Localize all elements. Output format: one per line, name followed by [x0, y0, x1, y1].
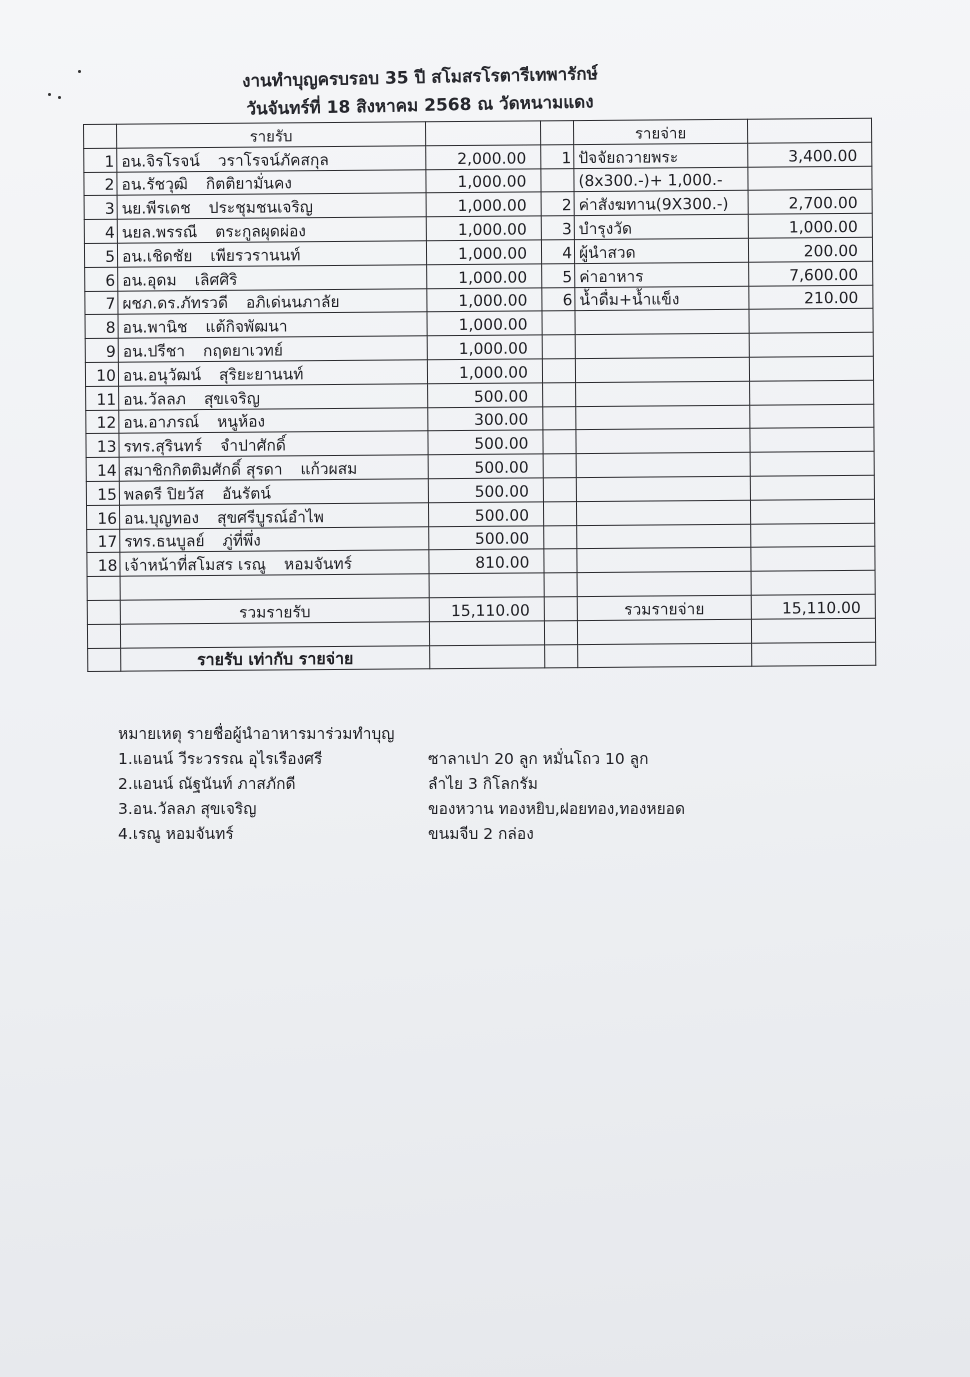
list-item	[118, 797, 818, 822]
expense-amount: 1,000.00	[748, 213, 872, 238]
note-food: ซาลาเปา 20 ลูก หมั่นโถว 10 ลูก	[428, 750, 649, 768]
income-amount: 500.00	[428, 454, 543, 479]
income-row-number: 8	[85, 315, 118, 339]
income-row-number: 9	[85, 338, 118, 362]
expense-item: ผู้นำสวด	[574, 238, 748, 263]
income-donor-cell	[117, 217, 426, 243]
income-donor-cell	[119, 455, 428, 481]
note-contributor: 3.อน.วัลลภ สุขเจริญ	[118, 800, 257, 818]
income-total-label: รวมรายรับ	[120, 598, 429, 624]
income-donor-name: รทร.ธนบูลย์	[124, 532, 205, 552]
income-row-number: 4	[84, 219, 117, 243]
income-donor-cell	[119, 479, 428, 505]
expense-heading: รายจ่าย	[573, 119, 747, 144]
income-donor-cell	[117, 241, 426, 267]
expense-item: ปัจจัยถวายพระ	[574, 143, 748, 168]
note-contributor: 2.แอนน์ ณัฐนันท์ ภาสภักดี	[118, 775, 296, 793]
expense-item: น้ำดื่ม+น้ำแข็ง	[575, 286, 749, 311]
empty-cell	[577, 619, 751, 644]
income-amount: 2,000.00	[426, 145, 541, 170]
expense-row-number: 6	[542, 287, 575, 311]
income-donor-surname: ประชุมชนเจริญ	[208, 198, 314, 218]
income-row-number: 16	[86, 505, 119, 529]
income-donor-name: อน.พานิช	[122, 318, 188, 337]
expense-row-number: 2	[541, 192, 574, 216]
notes-section	[118, 722, 818, 847]
empty-cell	[120, 574, 429, 600]
income-donor-surname: สุริยะยานนท์	[218, 365, 304, 384]
header-blank	[425, 121, 540, 146]
income-donor-surname: เลิศศิริ	[194, 270, 238, 289]
expense-amount: 7,600.00	[749, 261, 873, 286]
empty-cell	[575, 310, 749, 335]
expense-row-number: 5	[542, 263, 575, 287]
list-item	[118, 822, 818, 847]
ledger-table	[83, 118, 875, 673]
income-amount: 500.00	[428, 478, 543, 503]
income-donor-name: อน.เชิดชัย	[121, 246, 193, 266]
income-amount: 500.00	[428, 383, 543, 408]
empty-cell	[575, 357, 749, 382]
income-row-number: 10	[85, 362, 118, 386]
empty-cell	[576, 405, 750, 430]
income-amount: 810.00	[429, 549, 544, 574]
income-donor-surname: อันรัตน์	[221, 484, 272, 503]
income-donor-surname: วราโรจน์ภัคสกุล	[217, 150, 329, 170]
empty-cell	[576, 452, 750, 477]
document-date-venue: วันจันทร์ที่ 18 สิงหาคม 2568 ณ วัดหนามแดง	[246, 92, 594, 120]
empty-cell	[750, 475, 874, 500]
income-donor-cell	[118, 336, 427, 362]
expense-amount	[748, 166, 872, 191]
income-donor-cell	[117, 146, 426, 172]
expense-amount: 2,700.00	[748, 190, 872, 215]
empty-cell	[543, 478, 576, 502]
income-total-amount: 15,110.00	[429, 597, 544, 622]
income-donor-name: นยล.พรรณี	[121, 223, 198, 242]
empty-cell	[544, 549, 577, 573]
income-amount: 500.00	[429, 525, 544, 550]
income-donor-surname: เพียรวรานนท์	[210, 246, 301, 265]
empty-cell	[577, 548, 751, 573]
empty-cell	[87, 576, 120, 600]
empty-cell	[577, 571, 751, 596]
income-amount: 500.00	[428, 430, 543, 455]
empty-cell	[429, 621, 544, 646]
empty-cell	[575, 333, 749, 358]
income-donor-surname: กฤตยาเวทย์	[202, 341, 284, 361]
expense-row-number: 1	[541, 144, 574, 168]
income-donor-surname: กิตติยามั่นคง	[205, 174, 292, 194]
empty-cell	[88, 648, 121, 672]
income-donor-cell	[119, 431, 428, 457]
income-donor-name: อน.วัลลภ	[123, 389, 186, 409]
empty-cell	[87, 600, 120, 624]
income-row-number: 2	[84, 172, 117, 196]
header-blank	[84, 124, 117, 148]
empty-cell	[576, 429, 750, 454]
empty-cell	[542, 311, 575, 335]
list-item	[118, 772, 818, 797]
note-contributor: 4.เรณู หอมจันทร์	[118, 825, 234, 843]
notes-list	[118, 747, 818, 847]
income-donor-surname: ตระกูลผุดผ่อง	[215, 222, 306, 241]
list-item	[118, 747, 818, 772]
empty-cell	[750, 499, 874, 524]
income-amount: 1,000.00	[426, 216, 541, 241]
income-row-number: 13	[86, 434, 119, 458]
note-food: ของหวาน ทองหยิบ,ฝอยทอง,ทองหยอด	[428, 800, 686, 818]
empty-cell	[430, 644, 545, 669]
income-amount: 1,000.00	[426, 192, 541, 217]
income-row-number: 17	[87, 529, 120, 553]
income-row-number: 15	[86, 481, 119, 505]
note-food: ขนมจีบ 2 กล่อง	[428, 825, 534, 843]
empty-cell	[750, 428, 874, 453]
empty-cell	[750, 380, 874, 405]
income-donor-cell	[120, 526, 429, 552]
empty-cell	[751, 570, 875, 595]
empty-cell	[750, 451, 874, 476]
empty-cell	[578, 643, 752, 668]
income-heading: รายรับ	[117, 122, 426, 148]
income-donor-name: อน.อนุวัฒน์	[122, 365, 202, 385]
income-donor-surname: สุขเจริญ	[203, 389, 260, 408]
income-donor-cell	[118, 265, 427, 291]
income-donor-surname: สุขศรีบูรณ์อำไพ	[217, 507, 324, 527]
income-row-number: 1	[84, 148, 117, 172]
expense-item: ค่าสังฆทาน(9X300.-)	[574, 191, 748, 216]
income-donor-name: อน.จิรโรจน์	[121, 151, 200, 171]
income-donor-cell	[119, 503, 428, 529]
header-blank	[747, 118, 871, 143]
header-blank	[540, 121, 573, 145]
empty-cell	[542, 335, 575, 359]
income-donor-cell	[119, 407, 428, 433]
expense-item: บำรุงวัด	[574, 214, 748, 239]
income-donor-name: อน.อาภรณ์	[123, 413, 200, 433]
expense-total-amount: 15,110.00	[751, 594, 875, 619]
income-amount: 1,000.00	[426, 168, 541, 193]
empty-cell	[751, 618, 875, 643]
empty-cell	[577, 524, 751, 549]
expense-row-number: 4	[541, 240, 574, 264]
empty-cell	[543, 501, 576, 525]
empty-cell	[543, 382, 576, 406]
empty-cell	[576, 500, 750, 525]
income-donor-surname: อภิเด่นนภาลัย	[245, 293, 340, 313]
income-donor-surname: แก้วผสม	[300, 459, 358, 479]
income-donor-cell	[119, 384, 428, 410]
document-title: งานทำบุญครบรอบ 35 ปี สโมสรโรตารีเทพารักษ์	[241, 64, 599, 92]
empty-cell	[749, 309, 873, 334]
income-amount: 1,000.00	[427, 264, 542, 289]
income-row-number: 18	[87, 553, 120, 577]
income-row-number: 12	[86, 410, 119, 434]
empty-cell	[543, 406, 576, 430]
empty-cell	[751, 523, 875, 548]
empty-cell	[750, 404, 874, 429]
income-row-number: 6	[85, 267, 118, 291]
income-donor-name: อน.รัชวุฒิ	[121, 175, 188, 195]
empty-cell	[576, 476, 750, 501]
income-donor-name: อน.บุญทอง	[124, 508, 200, 528]
income-donor-name: รทร.สุรินทร์	[123, 437, 203, 456]
income-donor-surname: หนูห้อง	[217, 412, 266, 432]
empty-cell	[544, 525, 577, 549]
empty-cell	[543, 430, 576, 454]
income-donor-name: พลตรี ปิยวัส	[123, 484, 205, 504]
empty-cell	[87, 624, 120, 648]
income-donor-cell	[120, 550, 429, 576]
income-amount: 1,000.00	[427, 311, 542, 336]
empty-cell	[749, 332, 873, 357]
income-amount: 1,000.00	[426, 240, 541, 265]
income-amount: 500.00	[428, 502, 543, 527]
expense-amount: 200.00	[748, 237, 872, 262]
empty-cell	[545, 644, 578, 668]
income-amount: 1,000.00	[427, 287, 542, 312]
expense-row-number	[541, 168, 574, 192]
income-donor-cell	[118, 360, 427, 386]
income-amount: 1,000.00	[427, 335, 542, 360]
empty-cell	[749, 356, 873, 381]
income-amount: 1,000.00	[427, 359, 542, 384]
empty-cell	[543, 454, 576, 478]
income-row-number: 5	[84, 243, 117, 267]
expense-amount: 210.00	[749, 285, 873, 310]
note-contributor: 1.แอนน์ วีระวรรณ อุไรเรืองศรี	[118, 750, 323, 768]
empty-cell	[429, 573, 544, 598]
income-donor-surname: หอมจันทร์	[283, 555, 353, 574]
empty-cell	[751, 547, 875, 572]
income-donor-name: ผชภ.ดร.ภัทรวดี	[122, 294, 229, 314]
income-donor-name: อน.อุดม	[122, 270, 177, 290]
empty-cell	[544, 620, 577, 644]
income-donor-surname: ภู่ที่พึ่ง	[222, 531, 261, 551]
balance-statement: รายรับ เท่ากับ รายจ่าย	[121, 645, 430, 671]
income-donor-surname: แต้กิจพัฒนา	[205, 317, 288, 337]
empty-cell	[576, 381, 750, 406]
expense-item: ค่าอาหาร	[575, 262, 749, 287]
expense-amount: 3,400.00	[748, 142, 872, 167]
income-donor-surname: จำปาศักดิ์	[220, 436, 286, 456]
expense-total-label: รวมรายจ่าย	[577, 595, 751, 620]
income-donor-name: นย.พีรเดช	[121, 199, 191, 218]
empty-cell	[752, 642, 876, 667]
empty-cell	[542, 359, 575, 383]
income-donor-name: อน.ปรีชา	[122, 342, 186, 361]
empty-cell	[544, 597, 577, 621]
expense-item: (8x300.-)+ 1,000.-	[574, 167, 748, 192]
empty-cell	[120, 622, 429, 648]
income-donor-cell	[117, 193, 426, 219]
expense-row-number: 3	[541, 216, 574, 240]
income-row-number: 7	[85, 291, 118, 315]
income-donor-name: สมาชิกกิตติมศักดิ์ สุรดา	[123, 460, 283, 480]
notes-heading: หมายเหตุ รายชื่อผู้นำอาหารมาร่วมทำบุญ	[118, 725, 395, 743]
income-row-number: 11	[86, 386, 119, 410]
income-row-number: 3	[84, 196, 117, 220]
note-food: ลำไย 3 กิโลกรัม	[428, 775, 538, 793]
income-donor-cell	[118, 288, 427, 314]
empty-cell	[544, 573, 577, 597]
income-donor-cell	[117, 169, 426, 195]
income-donor-name: เจ้าหน้าที่สโมสร เรณู	[124, 555, 267, 575]
income-amount: 300.00	[428, 406, 543, 431]
income-row-number: 14	[86, 457, 119, 481]
income-donor-cell	[118, 312, 427, 338]
